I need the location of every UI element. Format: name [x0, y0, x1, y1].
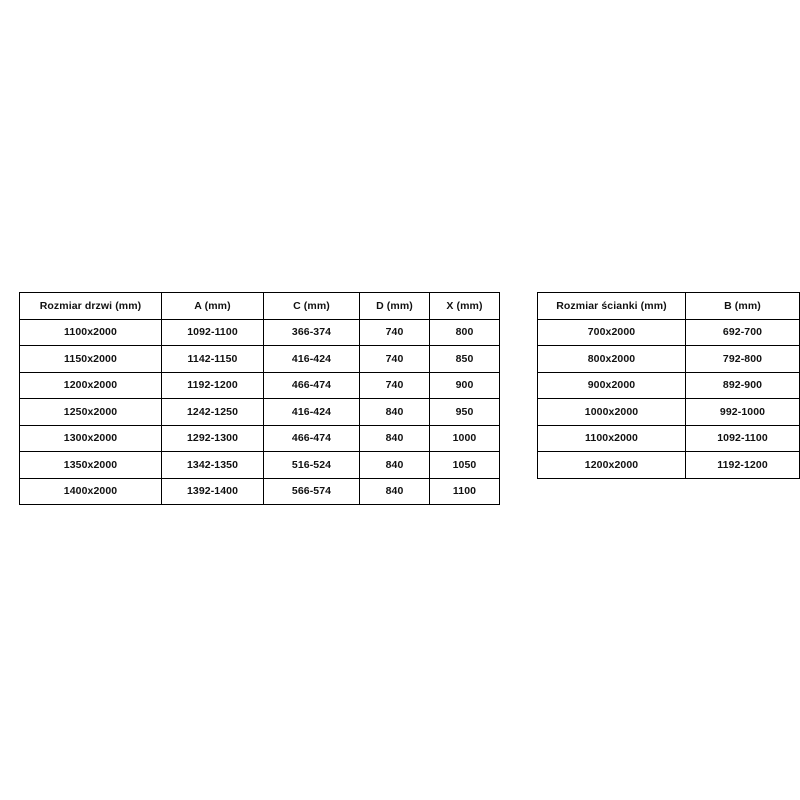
- wall-size-table: [537, 292, 800, 479]
- cell-x: 1100: [430, 478, 500, 505]
- cell-d: 840: [360, 452, 430, 479]
- table-row: [20, 425, 500, 452]
- cell-x: 900: [430, 372, 500, 399]
- cell-d: 840: [360, 425, 430, 452]
- cell-c: 416-424: [264, 399, 360, 426]
- cell-b: 892-900: [686, 372, 800, 399]
- table-row: [538, 425, 800, 452]
- column-header-wall-size: Rozmiar ścianki (mm): [538, 293, 686, 320]
- table-row: [20, 346, 500, 373]
- cell-x: 950: [430, 399, 500, 426]
- cell-c: 466-474: [264, 425, 360, 452]
- cell-wall-size: 1100x2000: [538, 425, 686, 452]
- cell-c: 566-574: [264, 478, 360, 505]
- table-header-row: [20, 293, 500, 320]
- table-header-row: [538, 293, 800, 320]
- table-row: [538, 452, 800, 479]
- column-header-c: C (mm): [264, 293, 360, 320]
- cell-a: 1192-1200: [162, 372, 264, 399]
- cell-door-size: 1150x2000: [20, 346, 162, 373]
- cell-a: 1242-1250: [162, 399, 264, 426]
- cell-door-size: 1100x2000: [20, 319, 162, 346]
- cell-d: 740: [360, 372, 430, 399]
- cell-wall-size: 1200x2000: [538, 452, 686, 479]
- cell-a: 1142-1150: [162, 346, 264, 373]
- table-row: [20, 399, 500, 426]
- table-row: [20, 372, 500, 399]
- cell-door-size: 1300x2000: [20, 425, 162, 452]
- column-header-a: A (mm): [162, 293, 264, 320]
- cell-c: 516-524: [264, 452, 360, 479]
- table-row: [538, 399, 800, 426]
- column-header-x: X (mm): [430, 293, 500, 320]
- doors-size-table: [19, 292, 500, 505]
- cell-d: 840: [360, 399, 430, 426]
- cell-b: 992-1000: [686, 399, 800, 426]
- cell-wall-size: 1000x2000: [538, 399, 686, 426]
- cell-b: 1192-1200: [686, 452, 800, 479]
- cell-wall-size: 800x2000: [538, 346, 686, 373]
- table-row: [20, 452, 500, 479]
- cell-d: 840: [360, 478, 430, 505]
- table-row: [538, 319, 800, 346]
- cell-wall-size: 900x2000: [538, 372, 686, 399]
- cell-x: 1000: [430, 425, 500, 452]
- table-row: [538, 372, 800, 399]
- cell-door-size: 1200x2000: [20, 372, 162, 399]
- cell-x: 800: [430, 319, 500, 346]
- column-header-door-size: Rozmiar drzwi (mm): [20, 293, 162, 320]
- cell-b: 692-700: [686, 319, 800, 346]
- column-header-d: D (mm): [360, 293, 430, 320]
- cell-a: 1342-1350: [162, 452, 264, 479]
- cell-door-size: 1250x2000: [20, 399, 162, 426]
- cell-b: 1092-1100: [686, 425, 800, 452]
- tables-container: [0, 292, 800, 505]
- cell-d: 740: [360, 346, 430, 373]
- cell-d: 740: [360, 319, 430, 346]
- cell-b: 792-800: [686, 346, 800, 373]
- column-header-b: B (mm): [686, 293, 800, 320]
- cell-door-size: 1400x2000: [20, 478, 162, 505]
- cell-x: 850: [430, 346, 500, 373]
- table-row: [20, 478, 500, 505]
- table-row: [20, 319, 500, 346]
- cell-a: 1292-1300: [162, 425, 264, 452]
- cell-door-size: 1350x2000: [20, 452, 162, 479]
- cell-x: 1050: [430, 452, 500, 479]
- cell-c: 466-474: [264, 372, 360, 399]
- cell-c: 366-374: [264, 319, 360, 346]
- cell-c: 416-424: [264, 346, 360, 373]
- cell-wall-size: 700x2000: [538, 319, 686, 346]
- doors-size-table-block: [19, 292, 499, 505]
- cell-a: 1092-1100: [162, 319, 264, 346]
- cell-a: 1392-1400: [162, 478, 264, 505]
- wall-size-table-block: [537, 292, 799, 479]
- table-row: [538, 346, 800, 373]
